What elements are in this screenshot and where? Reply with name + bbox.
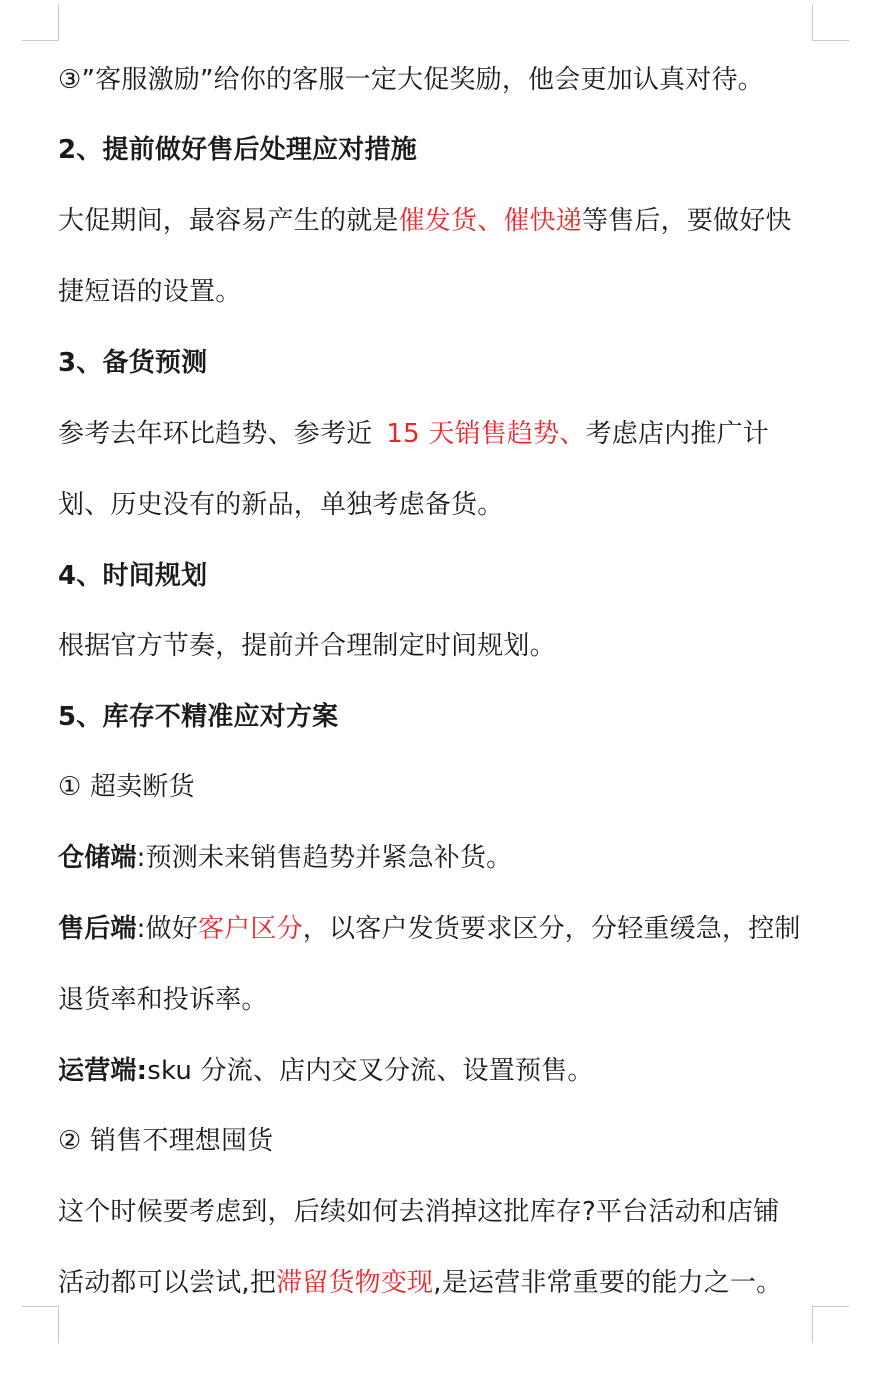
crop-mark-top-left (22, 4, 59, 41)
heading-time-planning: 4、时间规划 (58, 561, 208, 591)
label-warehouse: 仓储端 (58, 843, 137, 873)
text-segment: 等售后，要做好快 (582, 206, 792, 236)
circled-number-2: ② (58, 1126, 82, 1156)
paragraph-warehouse (58, 840, 816, 876)
paragraph-operations (58, 1053, 816, 1089)
paragraph-clearance-line1: 这个时候要考虑到，后续如何去消掉这批库存?平台活动和店铺 (58, 1197, 780, 1227)
heading-after-sales: 2、提前做好售后处理应对措施 (58, 135, 417, 165)
paragraph-after-sales-line1 (58, 203, 816, 239)
circled-number-3: ③ (58, 65, 82, 95)
label-aftersale: 售后端 (58, 914, 137, 944)
text-segment: 活动都可以尝试,把 (58, 1268, 277, 1298)
crop-mark-bottom-left (22, 1306, 59, 1343)
crop-mark-top-right (812, 4, 849, 41)
subheading-oversold (58, 769, 816, 805)
text-segment: 考虑店内推广计 (585, 419, 769, 449)
heading-stock-forecast: 3、备货预测 (58, 348, 208, 378)
label-operations: 运营端: (58, 1056, 148, 1086)
paragraph-forecast-line1 (58, 416, 816, 452)
text-segment: ，以客户发货要求区分，分轻重缓急，控制 (302, 914, 801, 944)
paragraph-time-planning: 根据官方节奏，提前并合理制定时间规划。 (58, 631, 556, 661)
highlight-text: 催发货、催快递 (398, 206, 583, 236)
subheading-unsold-stock (58, 1123, 816, 1159)
text-segment: ,是运营非常重要的能力之一。 (433, 1268, 783, 1298)
paragraph-aftersale-line2: 退货率和投诉率。 (58, 985, 268, 1015)
heading-inventory-plan: 5、库存不精准应对方案 (58, 702, 339, 732)
paragraph-forecast-line2: 划、历史没有的新品，单独考虑备货。 (58, 490, 504, 520)
highlight-text: 客户区分 (197, 914, 303, 944)
text-segment: 参考去年环比趋势、参考近 (58, 419, 373, 449)
crop-mark-bottom-right (812, 1306, 849, 1343)
subheading-text: 超卖断货 (89, 772, 195, 802)
paragraph-after-sales-line2: 捷短语的设置。 (58, 277, 242, 307)
text-segment: :做好 (136, 914, 198, 944)
paragraph-cs-incentive (58, 62, 816, 98)
subheading-text: 销售不理想囤货 (89, 1126, 274, 1156)
paragraph-aftersale-line1 (58, 911, 816, 947)
paragraph-clearance-line2 (58, 1265, 816, 1301)
text-segment: :预测未来销售趋势并紧急补货。 (136, 843, 513, 873)
paragraph-text: ”客服激励”给你的客服一定大促奖励，他会更加认真对待。 (81, 65, 764, 95)
highlight-text: 滞留货物变现 (276, 1268, 434, 1298)
highlight-text: 15 天销售趋势、 (386, 419, 586, 449)
text-segment: 大促期间，最容易产生的就是 (58, 206, 399, 236)
text-segment: sku 分流、店内交叉分流、设置预售。 (147, 1056, 594, 1086)
circled-number-1: ① (58, 772, 82, 802)
